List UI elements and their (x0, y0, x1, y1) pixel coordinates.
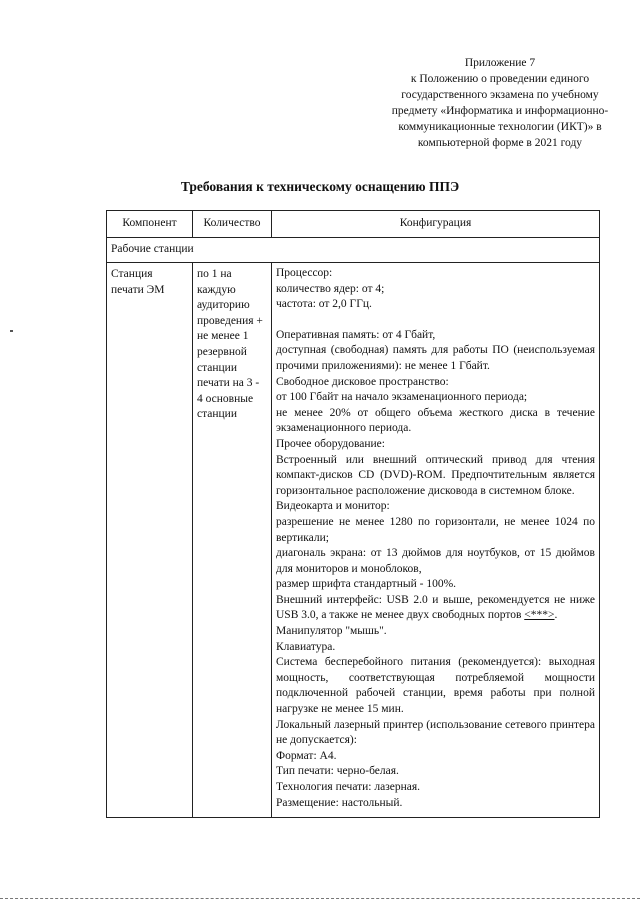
config-line: от 100 Гбайт на начало экзаменационного периода; (276, 391, 528, 404)
config-line: Оперативная память: от 4 Гбайт, (276, 328, 436, 341)
appendix-line: государственного экзамена по учебному (401, 89, 599, 101)
config-line: размер шрифта стандартный - 100%. (276, 578, 457, 591)
config-line-usb (276, 593, 595, 624)
config-line: Видеокарта и монитор: (276, 500, 390, 513)
appendix-line: коммуникационные технологии (ИКТ)» в (398, 121, 602, 133)
appendix-line: Приложение 7 (464, 57, 536, 69)
page-bottom-divider (0, 898, 640, 899)
config-line: Манипулятор "мышь". (276, 625, 387, 638)
config-line: Система бесперебойного питания (рекомендуется): выходная мощность, соответствующая потребляемой мощности подключенной рабочей станции, время работы при полной нагрузке не менее 15 мин. (276, 656, 595, 716)
table-row (107, 263, 600, 818)
period: . (554, 609, 558, 622)
config-line: Размещение: настольный. (276, 796, 403, 809)
config-line: количество ядер: от 4; (276, 282, 385, 295)
appendix-line: компьютерной форме в 2021 году (417, 137, 583, 149)
appendix-header (380, 55, 620, 151)
quantity-cell: по 1 на каждую аудиторию проведения + не менее 1 резервной станции печати на 3 - 4 основные станции (193, 263, 272, 818)
footnote-link[interactable]: <***> (524, 609, 555, 622)
usb-text: Внешний интерфейс: USB 2.0 и выше, рекомендуется не ниже USB 3.0, а также не менее двух свободных портов (276, 593, 595, 622)
component-cell: Станция печати ЭМ (107, 263, 193, 818)
section-row (107, 238, 600, 263)
table-header-row (107, 211, 600, 238)
config-line: Встроенный или внешний оптический привод для чтения компакт-дисков CD (DVD)-ROM. Предпочтительным является горизонтальное расположение дисковода в системном блоке. (276, 453, 595, 497)
config-line: разрешение не менее 1280 по горизонтали, не менее 1024 по вертикали; (276, 515, 595, 544)
header-quantity: Количество (193, 211, 272, 238)
config-line: Тип печати: черно-белая. (276, 765, 399, 778)
header-component: Компонент (107, 211, 193, 238)
config-line: Формат: А4. (276, 749, 337, 762)
page-title: Требования к техническому оснащению ППЭ (180, 179, 460, 194)
config-line: Процессор: (276, 267, 333, 279)
margin-mark (10, 330, 13, 332)
appendix-line: предмету «Информатика и информационно- (391, 105, 609, 117)
config-line: Свободное дисковое пространство: (276, 375, 449, 388)
config-line: Прочее оборудование: (276, 437, 385, 450)
config-line: Технология печати: лазерная. (276, 781, 421, 793)
config-line: не менее 20% от общего объема жесткого диска в течение экзаменационного периода. (276, 406, 595, 435)
section-title: Рабочие станции (107, 238, 600, 263)
header-configuration: Конфигурация (272, 211, 600, 238)
requirements-table (106, 210, 600, 818)
configuration-cell (272, 263, 600, 818)
config-line: Клавиатура. (276, 640, 336, 653)
appendix-line: к Положению о проведении единого (410, 73, 590, 85)
config-line: Локальный лазерный принтер (использование сетевого принтера не допускается): (276, 718, 595, 747)
config-line: диагональ экрана: от 13 дюймов для ноутбуков, от 15 дюймов для мониторов и моноблоков, (276, 547, 595, 575)
config-line: частота: от 2,0 ГГц. (276, 298, 372, 311)
config-line: доступная (свободная) память для работы ПО (неиспользуемая прочими приложениями): не менее 1 Гбайт. (276, 344, 595, 372)
